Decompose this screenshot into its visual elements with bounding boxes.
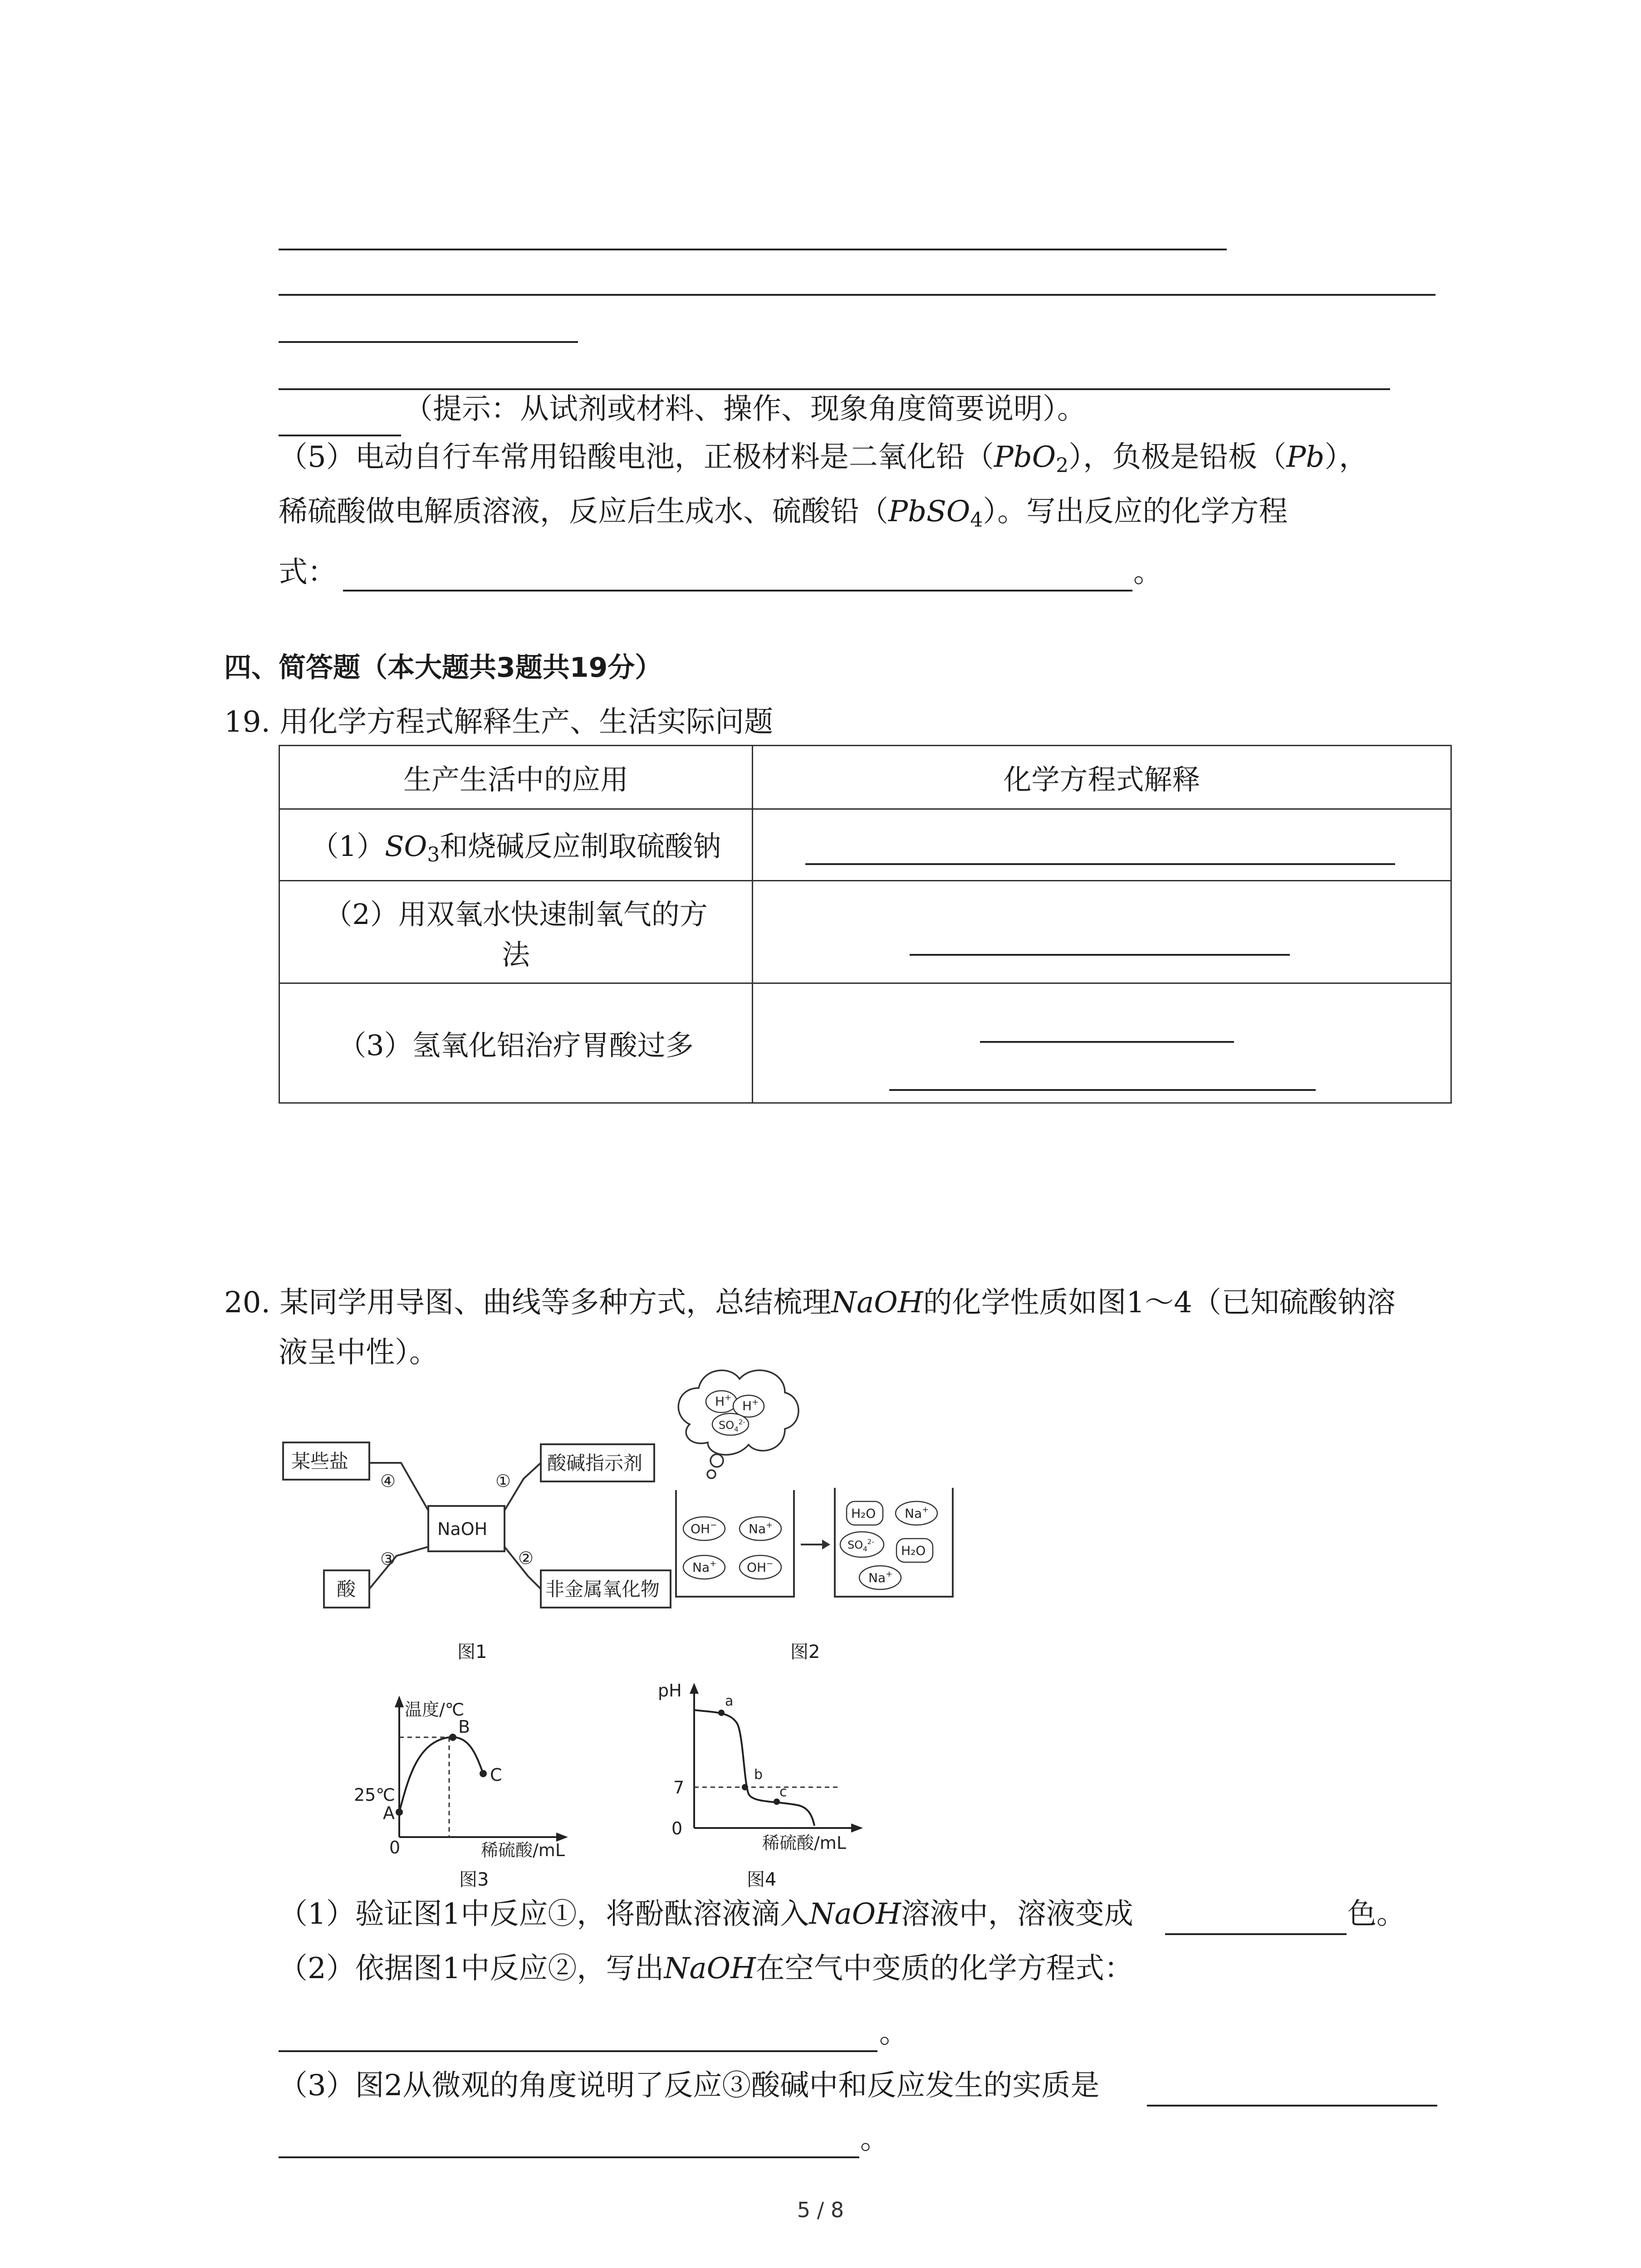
q18-hint: （提示：从试剂或材料、操作、现象角度简要说明）。 [404,392,1086,426]
fig2-na-ion: Na+ [749,1520,773,1536]
fig3-25c: 25℃ [354,1785,396,1805]
fig3-point-c [480,1770,487,1777]
fig4-x-label: 稀硫酸/mL [762,1833,846,1853]
fig2-na-ion: Na+ [905,1505,929,1521]
fig1-label-indicator: 酸碱指示剂 [547,1452,643,1474]
fig2-h-ion: H+ [715,1393,732,1409]
equation-answer-line[interactable] [279,2050,877,2052]
fig3-point-b [449,1734,456,1741]
fig2-so4-ion: $SO_4^{2-}$ [847,1538,874,1553]
table-row-2-answer[interactable] [753,881,1451,983]
fig4-zero: 0 [671,1818,683,1838]
table-row-3-answer[interactable] [753,983,1451,1103]
q18-5-line1: （5）电动自行车常用铅酸电池，正极材料是二氧化铅（PbO$_2$），负极是铅板（Pb）， [279,440,1368,477]
fig2-h2o-molecule: H₂O [851,1506,876,1521]
equation-answer-line[interactable] [343,590,1132,591]
fig3-caption: 图3 [459,1869,489,1890]
fig2-na-ion: Na+ [692,1559,717,1575]
q19-stem: 19. 用化学方程式解释生产、生活实际问题 [224,705,774,739]
section-title: 四、简答题（本大题共3题共19分） [224,652,662,684]
fig3-label-b: B [458,1717,470,1737]
fig2-na-ion: Na+ [868,1569,893,1585]
table-row-2-label: （2）用双氧水快速制氧气的方 法 [279,881,753,983]
fig4-label-c: c [779,1784,787,1800]
table-header-right: 化学方程式解释 [753,746,1451,809]
q20-part1-end: 色。 [1347,1897,1406,1931]
fig1-link-4 [369,1463,428,1510]
figure-1-concept-map [279,1438,678,1619]
fig1-label-naoh: NaOH [437,1519,488,1539]
fig3-label-c: C [490,1765,502,1785]
q18-5-line2: 稀硫酸做电解质溶液，反应后生成水、硫酸铅（PbSO$_4$）。写出反应的化学方程 [279,495,1288,532]
fig1-num-2: ② [518,1548,534,1568]
beaker-left [676,1490,794,1597]
answer-line[interactable] [279,249,1227,250]
fig1-num-1: ① [495,1471,511,1491]
figure-4-ph-curve [658,1678,871,1860]
fig4-point-a [718,1710,725,1716]
answer-line[interactable] [279,388,1390,390]
q18-5-line3-end: 。 [1133,556,1162,589]
fig4-y-label: pH [658,1681,682,1701]
fig3-label-a: A [383,1803,395,1823]
table-row-1-answer[interactable] [753,809,1451,881]
fig1-caption: 图1 [457,1642,487,1662]
q20-stem-line2: 液呈中性）。 [279,1336,438,1369]
q19-table [279,745,1452,1104]
answer-line[interactable] [1147,2105,1437,2107]
q20-part3-end: 。 [860,2122,889,2156]
fig4-point-b [742,1784,748,1790]
fig3-point-a [396,1809,403,1816]
q18-5-line3-label: 式： [279,556,337,589]
color-answer-line[interactable] [1165,1933,1347,1935]
fig1-label-oxide: 非金属氧化物 [545,1578,660,1600]
fig4-seven: 7 [673,1778,685,1798]
q20-part2-end: 。 [879,2016,908,2050]
fig3-curve [399,1737,483,1812]
fig1-link-3 [369,1547,428,1589]
fig3-zero: 0 [389,1838,401,1857]
q20-part2: （2）依据图1中反应②，写出NaOH在空气中变质的化学方程式： [279,1952,1133,1985]
answer-line[interactable] [279,294,1435,296]
answer-line[interactable] [279,341,578,343]
fig2-oh-ion: OH− [691,1520,717,1536]
page-number: 5 / 8 [797,2198,844,2222]
q20-part3: （3）图2从微观的角度说明了反应③酸碱中和反应发生的实质是 [279,2069,1100,2102]
table-row-1-label: $(1)SO_3$和烧碱反应制取硫酸钠 [279,809,753,881]
fig3-x-label: 稀硫酸/mL [481,1840,565,1860]
table-header-left: 生产生活中的应用 [279,746,753,809]
table-row-3-label: （3）氢氧化铝治疗胃酸过多 [279,983,753,1103]
fig2-oh-ion: OH− [747,1559,774,1575]
fig4-label-a: a [725,1693,734,1709]
fig3-y-label: 温度/℃ [405,1700,465,1720]
figure-3-temperature-curve [345,1687,572,1860]
fig4-caption: 图4 [747,1869,777,1890]
fig1-label-acid: 酸 [337,1578,356,1600]
figure-2-micro-diagram [671,1361,962,1619]
fig4-label-b: b [754,1767,763,1783]
fig2-h-ion: H+ [742,1398,759,1413]
q20-stem-line1: 20. 某同学用导图、曲线等多种方式，总结梳理NaOH的化学性质如图1～4（已知硫酸钠溶 [224,1286,1396,1320]
fig2-h2o-molecule: H₂O [901,1543,926,1558]
fig2-so4-ion: $SO_4^{2-}$ [719,1418,745,1433]
answer-line[interactable] [279,2156,859,2158]
q20-part1: （1）验证图1中反应①，将酚酞溶液滴入NaOH溶液中，溶液变成 [279,1897,1133,1931]
fig1-num-3: ③ [380,1549,396,1569]
fig1-label-salt: 某些盐 [291,1450,349,1472]
fig1-num-4: ④ [380,1471,396,1491]
fig2-caption: 图2 [790,1642,820,1662]
answer-line[interactable] [279,435,401,436]
fig4-point-c [774,1799,780,1805]
